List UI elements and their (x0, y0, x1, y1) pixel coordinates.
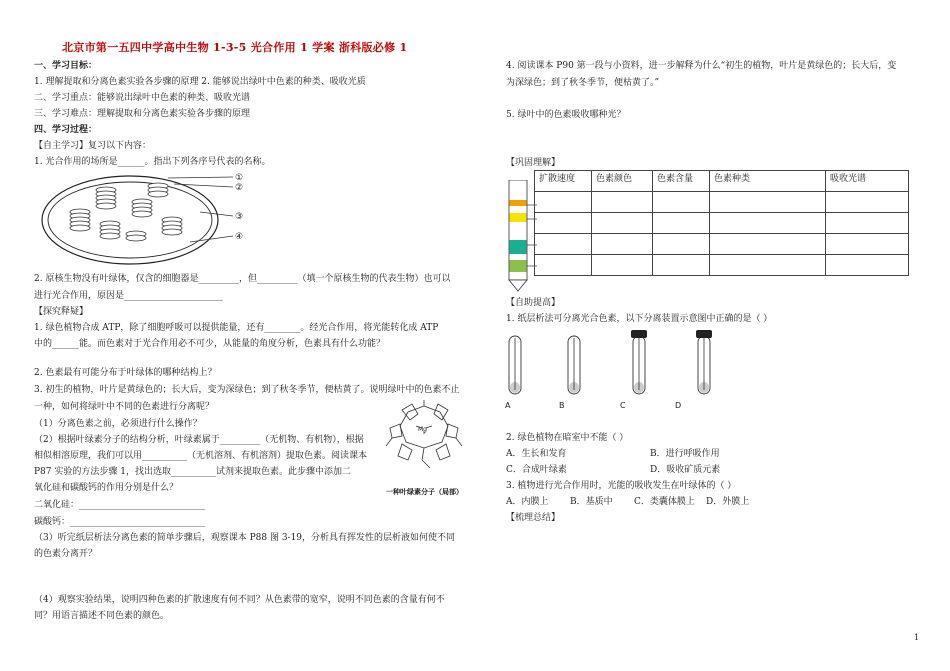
left-text-line: （1）分离色素之前，必须进行什么操作？ (34, 419, 202, 429)
right-text-line: 1. 纸层析法可分离光合色素，以下分离装置示意图中正确的是（ ） (506, 314, 773, 324)
mg-atom-label: Mg (418, 426, 427, 433)
table-header: 色素种类 (710, 171, 826, 192)
left-text-line: 三、学习难点：理解提取和分离色素实验各步骤的原理 (34, 109, 251, 119)
table-header: 扩散速度 (535, 171, 592, 192)
left-text-line: （3）听完纸层析法分离色素的简单步骤后，观察课本 P88 图 3-19，分析具有挥发性的层析液如何使不同 (34, 533, 456, 543)
left-text-line: P87 实验的方法步骤 1，找出选取__________试剂来提取色素。此步骤中添加二 (34, 467, 351, 477)
molecule-caption: 一种叶绿素分子（局部） (386, 488, 463, 496)
left-text-line: （4）观察实验结果，说明四种色素的扩散速度有何不同？从色素带的宽窄，说明不同色素的含量有何不 (34, 595, 445, 605)
tube-label-a: A (505, 401, 511, 410)
chloro-label-1: ① (235, 173, 244, 183)
left-text-line: 1. 理解提取和分离色素实验各步骤的原理 2. 能够说出绿叶中色素的种类、吸收光质 (34, 77, 366, 87)
page-title: 北京市第一五四中学高中生物 1-3-5 光合作用 1 学案 浙科版必修 1 (62, 41, 408, 54)
left-text-line: 二、学习重点：能够说出绿叶中色素的种类、吸收光谱 (34, 93, 251, 103)
chlorophyll-molecule-figure (382, 398, 467, 510)
left-text-line: 1. 绿色植物合成 ATP，除了细胞呼吸可以提供能量，还有________。经光合作用，将光能转化成 ATP (34, 323, 439, 333)
table-header-row (535, 171, 909, 192)
left-text-line: 二氧化硅：____________________________ (34, 500, 206, 510)
chromatography-tubes (505, 330, 735, 412)
q3-option-d: D．外膜上 (706, 497, 750, 507)
tube-label-c: C (620, 401, 626, 410)
q2-option-a: A．生长和发育 (506, 449, 567, 459)
right-text-line: 3. 植物进行光合作用时，光能的吸收发生在叶绿体的（ ） (506, 481, 737, 491)
table-row (535, 234, 909, 255)
tube-label-d: D (675, 401, 682, 410)
left-text-line: 氧化硅和碳酸钙的作用分别是什么？ (34, 483, 179, 493)
pigment-strip (508, 180, 528, 292)
table-row (535, 213, 909, 234)
chloro-label-3: ③ (235, 212, 244, 222)
right-text-line: 【自助提高】 (506, 298, 561, 308)
granum-disc (148, 191, 168, 197)
q2-option-b: B．进行呼吸作用 (650, 449, 720, 459)
right-text-line: 【巩固理解】 (506, 158, 561, 168)
q2-option-d: D．吸收矿质元素 (650, 465, 721, 475)
left-text-line: 的色素分离开？ (34, 549, 98, 559)
left-text-line: 1. 光合作用的场所是______。指出下列各序号代表的名称。 (34, 157, 271, 167)
right-text-line: 2. 绿色植物在暗室中不能（ ） (506, 433, 629, 443)
granum-disc (132, 211, 152, 217)
left-text-line: 2. 原核生物没有叶绿体，仅含的细胞器是_________，但_________（填一个原核生物的代表生物）也可以 (34, 274, 451, 284)
granum-disc (96, 203, 116, 209)
chloroplast-diagram (40, 172, 245, 267)
left-text-line: 四、学习过程： (34, 125, 98, 135)
granum-disc (162, 229, 182, 235)
left-text-line: （2）根据叶绿素分子的结构分析，叶绿素属于_________（无机物、有机物），根据 (34, 435, 364, 445)
table-header: 色素颜色 (592, 171, 653, 192)
pigment-table (534, 170, 909, 276)
right-text-line: 为深绿色；到了秋冬季节，便枯黄了。” (506, 78, 660, 88)
q3-option-a: A．内膜上 (506, 497, 549, 507)
pigment-band (510, 200, 527, 206)
table-header: 色素含量 (653, 171, 710, 192)
granum-disc (100, 233, 120, 239)
left-text-line: 进行光合作用，原因是______________________ (34, 291, 224, 301)
left-text-line: 相似相溶原理，我们可以用__________（无机溶剂、有机溶剂）提取色素。阅读课本 (34, 451, 368, 461)
chloro-label-4: ④ (235, 232, 244, 242)
left-text-line: 中的______能。而色素对于光合作用必不可少，从能量的角度分析，色素具有什么功能？ (34, 339, 386, 349)
left-text-line: 【探究释疑】 (34, 307, 89, 317)
left-text-line: 【自主学习】复习以下内容： (34, 141, 152, 151)
granum-disc (70, 225, 90, 231)
chloro-label-2: ② (235, 183, 244, 193)
right-text-line: 【梳理总结】 (506, 513, 561, 523)
right-text-line: 5. 绿叶中的色素吸收哪种光？ (506, 110, 626, 120)
table-row (535, 255, 909, 276)
q2-option-c: C．合成叶绿素 (506, 465, 567, 475)
granum-disc (126, 235, 146, 241)
table-row (535, 192, 909, 213)
left-text-line: 一、学习目标： (34, 61, 98, 71)
left-text-line: 2. 色素最有可能分布于叶绿体的哪种结构上？ (34, 368, 217, 378)
left-text-line: 碳酸钙：______________________________ (34, 517, 206, 527)
left-text-line: 同？用语言描述不同色素的颜色。 (34, 611, 170, 621)
pigment-band (510, 240, 527, 254)
tube-label-b: B (559, 401, 565, 410)
left-text-line: 3. 初生的植物，叶片是黄绿色的；长大后，变为深绿色；到了秋冬季节，便枯黄了。说明绿叶中的色素不止 (34, 385, 460, 395)
table-header: 吸收光谱 (826, 171, 909, 192)
q3-option-c: C．类囊体膜上 (634, 497, 695, 507)
page-number: 1 (914, 633, 920, 642)
right-text-line: 4. 阅读课本 P90 第一段与小资料，进一步解释为什么“初生的植物，叶片是黄绿色的；长大后，变 (506, 61, 897, 71)
pigment-band (510, 213, 527, 222)
q3-option-b: B．基质中 (570, 497, 613, 507)
pigment-band (510, 260, 527, 272)
left-text-line: 一种，如何将绿叶中不同的色素进行分离呢？ (34, 402, 215, 412)
